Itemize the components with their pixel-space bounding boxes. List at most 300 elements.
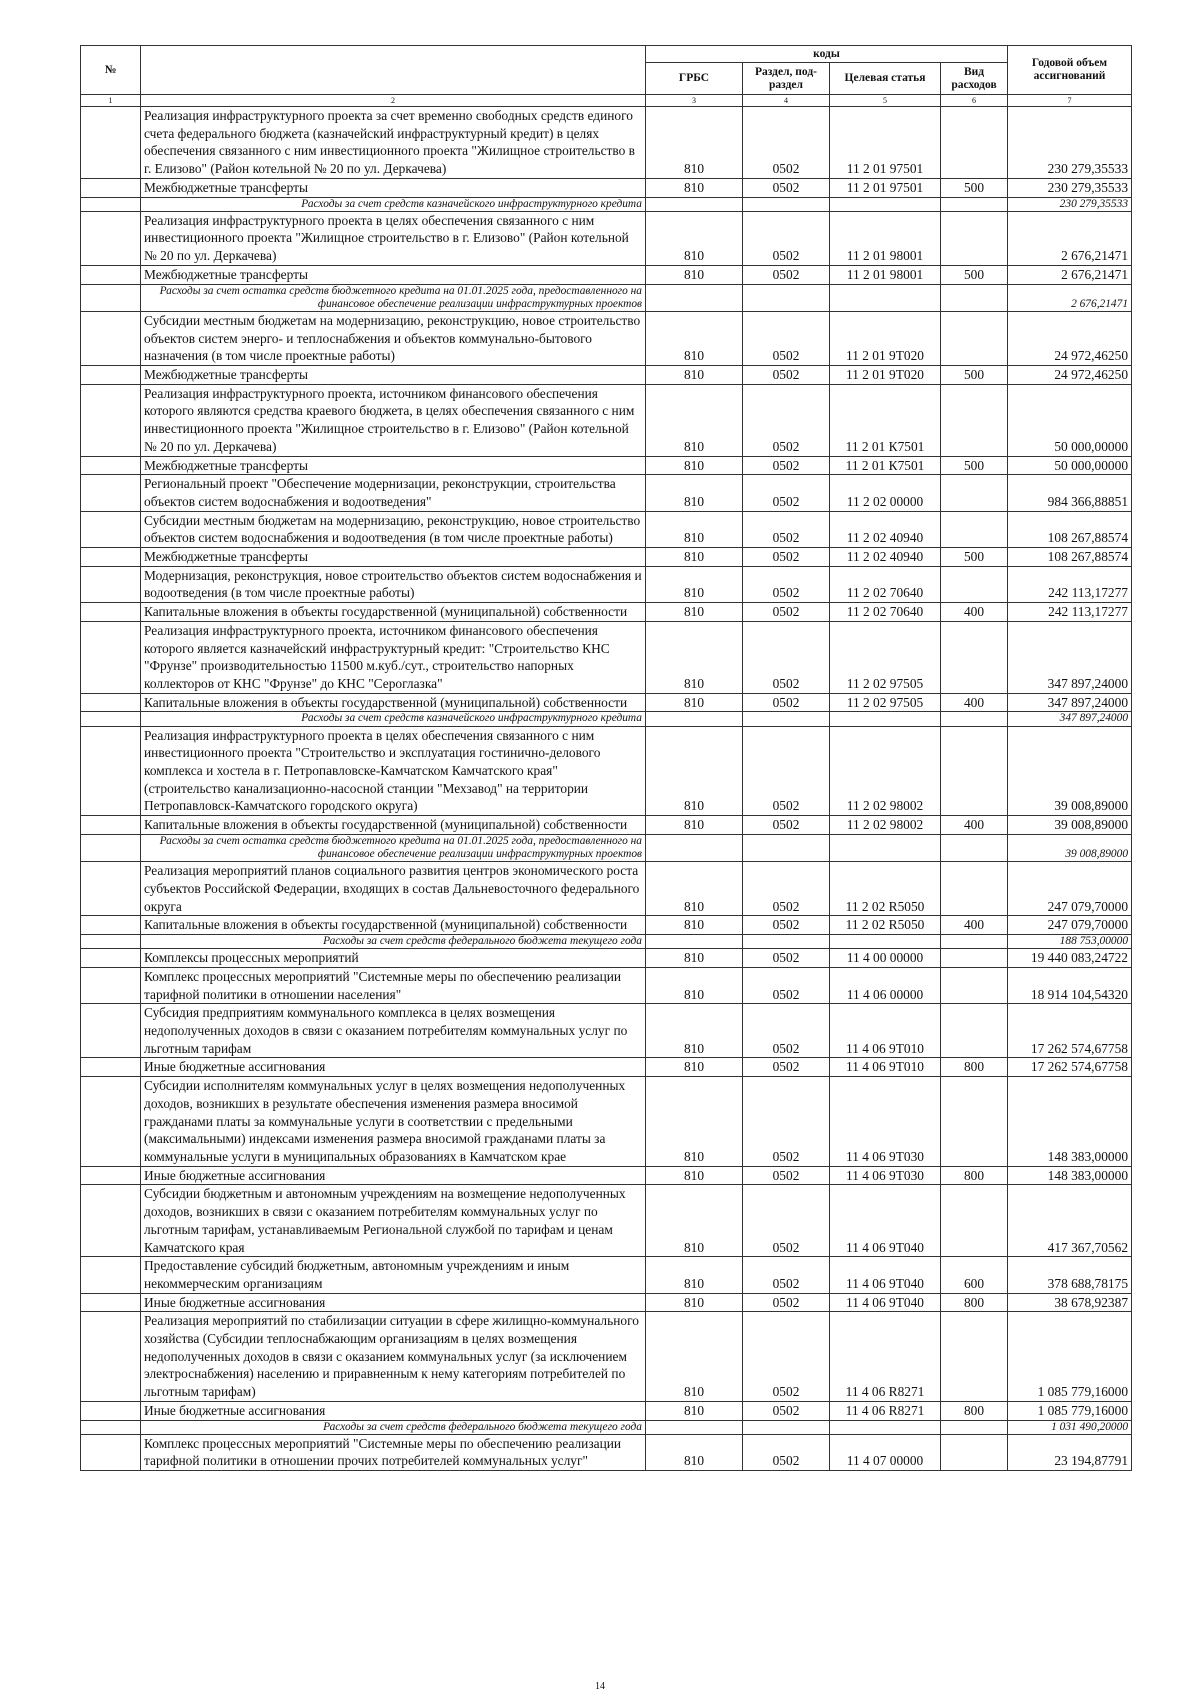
row-razdel: 0502 [743,456,830,475]
row-number [81,949,141,968]
row-amount: 2 676,21471 [1008,211,1132,265]
row-grbs: 810 [646,1401,743,1420]
row-amount: 1 085 779,16000 [1008,1312,1132,1402]
row-expense-type [941,107,1008,179]
row-razdel: 0502 [743,511,830,547]
row-number [81,1420,141,1434]
row-razdel [743,197,830,211]
row-amount: 38 678,92387 [1008,1293,1132,1312]
row-grbs: 810 [646,511,743,547]
row-target-article: 11 2 02 97505 [830,693,941,712]
row-number [81,935,141,949]
column-index-row [81,95,1132,107]
row-target-article [830,284,941,311]
row-target-article: 11 2 02 70640 [830,603,941,622]
row-amount: 23 194,87791 [1008,1434,1132,1470]
table-row [81,967,1132,1003]
row-amount: 108 267,88574 [1008,511,1132,547]
row-target-article [830,712,941,726]
row-target-article: 11 4 06 9Т030 [830,1166,941,1185]
row-amount: 417 367,70562 [1008,1185,1132,1257]
row-target-article: 11 4 06 9Т010 [830,1004,941,1058]
row-amount: 18 914 104,54320 [1008,967,1132,1003]
row-expense-type [941,726,1008,816]
row-name: Реализация инфраструктурного проекта, источником финансового обеспечения которого является казначейский инфраструктурный кредит: "Строительство КНС "Фрунзе" производительностью 11500 м.куб./сут., строительство напорных коллекторов от КНС "Фрунзе" до КНС "Сероглазка" [141,621,646,693]
table-row [81,1312,1132,1402]
row-name: Расходы за счет остатка средств бюджетного кредита на 01.01.2025 года, предоставленного на финансовое обеспечение реализации инфраструктурных проектов [141,834,646,861]
row-number [81,1434,141,1470]
row-target-article: 11 2 02 40940 [830,511,941,547]
funding-note-row [81,284,1132,311]
funding-note-row [81,935,1132,949]
row-number [81,311,141,365]
row-razdel: 0502 [743,1312,830,1402]
funding-note-row [81,712,1132,726]
row-target-article: 11 4 00 00000 [830,949,941,968]
table-row [81,456,1132,475]
column-index: 1 [81,95,141,107]
row-expense-type [941,384,1008,456]
row-amount: 2 676,21471 [1008,284,1132,311]
row-number [81,366,141,385]
row-amount: 347 897,24000 [1008,712,1132,726]
row-expense-type [941,566,1008,602]
row-name: Иные бюджетные ассигнования [141,1058,646,1077]
row-expense-type: 500 [941,548,1008,567]
row-grbs: 810 [646,548,743,567]
row-name: Расходы за счет средств казначейского инфраструктурного кредита [141,712,646,726]
row-expense-type [941,197,1008,211]
row-name: Межбюджетные трансферты [141,456,646,475]
row-amount: 230 279,35533 [1008,197,1132,211]
row-razdel: 0502 [743,548,830,567]
funding-note-row [81,197,1132,211]
row-razdel: 0502 [743,726,830,816]
row-grbs: 810 [646,693,743,712]
row-razdel: 0502 [743,967,830,1003]
row-number [81,834,141,861]
row-number [81,566,141,602]
row-target-article: 11 4 06 R8271 [830,1312,941,1402]
row-name: Иные бюджетные ассигнования [141,1166,646,1185]
row-razdel [743,284,830,311]
row-number [81,475,141,511]
row-amount: 1 085 779,16000 [1008,1401,1132,1420]
header-target-article: Целевая статья [830,63,941,95]
row-target-article: 11 2 02 00000 [830,475,941,511]
row-razdel: 0502 [743,1185,830,1257]
table-row [81,693,1132,712]
row-target-article: 11 2 01 98001 [830,265,941,284]
row-razdel: 0502 [743,566,830,602]
row-razdel: 0502 [743,211,830,265]
row-amount: 39 008,89000 [1008,816,1132,835]
row-number [81,178,141,197]
row-name: Расходы за счет средств федерального бюджета текущего года [141,1420,646,1434]
row-name: Капитальные вложения в объекты государственной (муниципальной) собственности [141,603,646,622]
header-razdel: Раздел, под-раздел [743,63,830,95]
row-expense-type: 800 [941,1293,1008,1312]
row-grbs: 810 [646,1166,743,1185]
row-name: Реализация инфраструктурного проекта в целях обеспечения связанного с ним инвестиционного проекта "Жилищное строительство в г. Елизово" (Район котельной № 20 по ул. Деркачева) [141,211,646,265]
row-grbs [646,1420,743,1434]
row-name: Межбюджетные трансферты [141,265,646,284]
row-grbs: 810 [646,366,743,385]
row-target-article: 11 2 01 К7501 [830,384,941,456]
row-expense-type [941,712,1008,726]
row-target-article: 11 4 06 9Т040 [830,1257,941,1293]
row-amount: 378 688,78175 [1008,1257,1132,1293]
row-grbs: 810 [646,967,743,1003]
row-grbs [646,712,743,726]
row-razdel: 0502 [743,1058,830,1077]
funding-note-row [81,834,1132,861]
row-grbs: 810 [646,1058,743,1077]
row-name: Реализация инфраструктурного проекта за счет временно свободных средств единого счета федерального бюджета (казначейский инфраструктурный кредит) в целях обеспечения связанного с ним инвестиционного проекта "Жилищное строительство в г. Елизово" (Район котельной № 20 по ул. Деркачева) [141,107,646,179]
header-expense-type: Вид расходов [941,63,1008,95]
row-target-article: 11 2 02 98002 [830,726,941,816]
row-name: Комплекс процессных мероприятий "Системные меры по обеспечению реализации тарифной политики в отношении населения" [141,967,646,1003]
row-razdel: 0502 [743,693,830,712]
row-number [81,107,141,179]
row-target-article: 11 2 01 9Т020 [830,311,941,365]
row-amount: 230 279,35533 [1008,178,1132,197]
row-target-article: 11 4 06 00000 [830,967,941,1003]
table-row [81,621,1132,693]
row-amount: 24 972,46250 [1008,311,1132,365]
row-name: Субсидии местным бюджетам на модернизацию, реконструкцию, новое строительство объектов систем водоснабжения и водоотведения (в том числе проектные работы) [141,511,646,547]
row-amount: 247 079,70000 [1008,916,1132,935]
row-expense-type [941,1077,1008,1167]
table-row [81,107,1132,179]
row-target-article: 11 4 06 9Т040 [830,1185,941,1257]
row-number [81,693,141,712]
row-number [81,1401,141,1420]
row-grbs [646,834,743,861]
row-target-article: 11 4 06 R8271 [830,1401,941,1420]
row-name: Иные бюджетные ассигнования [141,1401,646,1420]
row-target-article [830,197,941,211]
row-grbs: 810 [646,178,743,197]
row-expense-type [941,1185,1008,1257]
table-row [81,311,1132,365]
row-target-article: 11 4 07 00000 [830,1434,941,1470]
row-razdel [743,1420,830,1434]
row-grbs: 810 [646,726,743,816]
row-amount: 2 676,21471 [1008,265,1132,284]
row-name: Расходы за счет средств казначейского инфраструктурного кредита [141,197,646,211]
row-number [81,712,141,726]
row-grbs [646,935,743,949]
row-razdel: 0502 [743,603,830,622]
row-expense-type [941,621,1008,693]
row-name: Межбюджетные трансферты [141,366,646,385]
row-number [81,384,141,456]
row-amount: 19 440 083,24722 [1008,949,1132,968]
header-amount: Годовой объем ассигнований [1008,46,1132,95]
row-target-article: 11 2 01 97501 [830,107,941,179]
row-grbs: 810 [646,265,743,284]
row-grbs: 810 [646,949,743,968]
row-razdel: 0502 [743,949,830,968]
row-target-article: 11 4 06 9Т030 [830,1077,941,1167]
row-number [81,1293,141,1312]
table-row [81,1293,1132,1312]
row-name: Модернизация, реконструкция, новое строительство объектов систем водоснабжения и водоотведения (в том числе проектные работы) [141,566,646,602]
table-row [81,548,1132,567]
row-expense-type [941,862,1008,916]
row-amount: 242 113,17277 [1008,566,1132,602]
row-grbs: 810 [646,1293,743,1312]
row-number [81,1312,141,1402]
row-amount: 1 031 490,20000 [1008,1420,1132,1434]
row-target-article [830,834,941,861]
row-name: Субсидия предприятиям коммунального комплекса в целях возмещения недополученных доходов в связи с оказанием потребителям коммунальных услуг по льготным тарифам [141,1004,646,1058]
budget-table [80,45,1132,1471]
row-target-article: 11 2 01 98001 [830,211,941,265]
header-grbs: ГРБС [646,63,743,95]
row-grbs: 810 [646,566,743,602]
row-amount: 39 008,89000 [1008,834,1132,861]
row-number [81,548,141,567]
row-razdel [743,834,830,861]
row-expense-type: 500 [941,265,1008,284]
row-target-article: 11 2 01 9Т020 [830,366,941,385]
table-row [81,1434,1132,1470]
row-name: Расходы за счет средств федерального бюджета текущего года [141,935,646,949]
row-grbs: 810 [646,1077,743,1167]
row-number [81,967,141,1003]
row-amount: 148 383,00000 [1008,1166,1132,1185]
row-grbs [646,284,743,311]
column-index: 4 [743,95,830,107]
row-expense-type [941,1004,1008,1058]
row-grbs: 810 [646,475,743,511]
row-name: Реализация инфраструктурного проекта, источником финансового обеспечения которого являются средства краевого бюджета, в целях обеспечения связанного с ним инвестиционного проекта "Жилищное строительство в г. Елизово" (Район котельной № 20 по ул. Деркачева) [141,384,646,456]
row-amount: 24 972,46250 [1008,366,1132,385]
page-number: 14 [595,1681,605,1692]
row-number [81,862,141,916]
row-amount: 50 000,00000 [1008,384,1132,456]
table-row [81,1166,1132,1185]
table-row [81,384,1132,456]
column-index: 5 [830,95,941,107]
table-row [81,603,1132,622]
table-row [81,511,1132,547]
row-target-article [830,1420,941,1434]
row-number [81,1166,141,1185]
row-grbs: 810 [646,211,743,265]
row-amount: 17 262 574,67758 [1008,1004,1132,1058]
row-razdel: 0502 [743,1257,830,1293]
row-expense-type [941,284,1008,311]
row-razdel: 0502 [743,384,830,456]
row-grbs: 810 [646,311,743,365]
row-amount: 188 753,00000 [1008,935,1132,949]
row-name: Комплексы процессных мероприятий [141,949,646,968]
row-grbs: 810 [646,107,743,179]
row-number [81,211,141,265]
row-amount: 108 267,88574 [1008,548,1132,567]
row-razdel: 0502 [743,311,830,365]
row-expense-type: 800 [941,1401,1008,1420]
row-razdel: 0502 [743,1293,830,1312]
row-expense-type: 400 [941,603,1008,622]
row-grbs: 810 [646,603,743,622]
row-expense-type: 500 [941,366,1008,385]
row-target-article: 11 2 02 R5050 [830,916,941,935]
table-row [81,566,1132,602]
row-expense-type [941,834,1008,861]
row-name: Капитальные вложения в объекты государственной (муниципальной) собственности [141,916,646,935]
row-number [81,726,141,816]
row-name: Капитальные вложения в объекты государственной (муниципальной) собственности [141,693,646,712]
row-number [81,511,141,547]
row-razdel: 0502 [743,916,830,935]
column-index: 3 [646,95,743,107]
row-amount: 984 366,88851 [1008,475,1132,511]
row-name: Капитальные вложения в объекты государственной (муниципальной) собственности [141,816,646,835]
row-expense-type [941,1312,1008,1402]
row-number [81,265,141,284]
row-razdel: 0502 [743,265,830,284]
row-razdel [743,935,830,949]
column-index: 6 [941,95,1008,107]
row-grbs: 810 [646,1185,743,1257]
row-name: Иные бюджетные ассигнования [141,1293,646,1312]
row-grbs: 810 [646,1257,743,1293]
row-number [81,197,141,211]
row-expense-type: 800 [941,1166,1008,1185]
row-expense-type [941,211,1008,265]
table-row [81,1257,1132,1293]
table-row [81,178,1132,197]
row-name: Региональный проект "Обеспечение модернизации, реконструкции, строительства объектов систем водоснабжения и водоотведения" [141,475,646,511]
row-grbs: 810 [646,1004,743,1058]
row-grbs: 810 [646,384,743,456]
row-amount: 230 279,35533 [1008,107,1132,179]
row-razdel: 0502 [743,366,830,385]
row-name: Субсидии местным бюджетам на модернизацию, реконструкцию, новое строительство объектов систем энерго- и теплоснабжения и объектов коммунально-бытового назначения (в том числе проектные работы) [141,311,646,365]
row-razdel: 0502 [743,816,830,835]
row-target-article: 11 2 02 97505 [830,621,941,693]
row-expense-type: 400 [941,693,1008,712]
row-name: Субсидии бюджетным и автономным учреждениям на возмещение недополученных доходов, возникших в связи с оказанием потребителям коммунальных услуг по льготным тарифам, устанавливаемым Региональной службой по тарифам и ценам Камчатского края [141,1185,646,1257]
row-number [81,1185,141,1257]
row-number [81,1004,141,1058]
table-row [81,211,1132,265]
row-name: Расходы за счет остатка средств бюджетного кредита на 01.01.2025 года, предоставленного на финансовое обеспечение реализации инфраструктурных проектов [141,284,646,311]
table-row [81,916,1132,935]
row-razdel: 0502 [743,621,830,693]
row-grbs: 810 [646,916,743,935]
row-grbs: 810 [646,1434,743,1470]
row-amount: 148 383,00000 [1008,1077,1132,1167]
column-index: 2 [141,95,646,107]
row-expense-type: 400 [941,816,1008,835]
row-expense-type [941,511,1008,547]
row-expense-type: 500 [941,456,1008,475]
row-number [81,603,141,622]
row-expense-type [941,475,1008,511]
row-razdel: 0502 [743,862,830,916]
row-target-article: 11 4 06 9Т010 [830,1058,941,1077]
row-grbs: 810 [646,1312,743,1402]
row-grbs: 810 [646,456,743,475]
row-name: Межбюджетные трансферты [141,548,646,567]
row-expense-type [941,949,1008,968]
row-razdel: 0502 [743,1401,830,1420]
row-amount: 17 262 574,67758 [1008,1058,1132,1077]
row-target-article: 11 2 02 98002 [830,816,941,835]
row-name: Субсидии исполнителям коммунальных услуг в целях возмещения недополученных доходов, возникших в результате обеспечения изменения размера вносимой гражданами платы за коммунальные услуги в соответствии с предельными (максимальными) индексами изменения размера вносимой гражданами платы за коммунальные услуги в муниципальных образованиях в Камчатском крае [141,1077,646,1167]
header-name [141,46,646,95]
row-razdel: 0502 [743,1166,830,1185]
row-target-article: 11 2 01 К7501 [830,456,941,475]
row-name: Реализация инфраструктурного проекта в целях обеспечения связанного с ним инвестиционного проекта "Строительство и эксплуатация гостинично-делового комплекса и хостела в г. Петропавловске-Камчатском Камчатского края" (строительство канализационно-насосной станции "Мехзавод" на территории Петропавловск-Камчатского городского округа) [141,726,646,816]
row-number [81,456,141,475]
header-codes: коды [646,46,1008,63]
row-razdel: 0502 [743,107,830,179]
row-target-article [830,935,941,949]
table-row [81,1401,1132,1420]
row-grbs: 810 [646,862,743,916]
row-expense-type: 500 [941,178,1008,197]
table-body [81,107,1132,1471]
row-amount: 39 008,89000 [1008,726,1132,816]
row-expense-type [941,967,1008,1003]
table-row [81,1185,1132,1257]
row-number [81,621,141,693]
header-number: № [81,46,141,95]
table-row [81,366,1132,385]
row-expense-type [941,935,1008,949]
row-expense-type [941,1420,1008,1434]
row-razdel: 0502 [743,1004,830,1058]
row-amount: 347 897,24000 [1008,693,1132,712]
row-name: Предоставление субсидий бюджетным, автономным учреждениям и иным некоммерческим организациям [141,1257,646,1293]
row-grbs [646,197,743,211]
row-number [81,816,141,835]
table-row [81,265,1132,284]
row-grbs: 810 [646,621,743,693]
row-expense-type: 600 [941,1257,1008,1293]
row-razdel [743,712,830,726]
row-razdel: 0502 [743,475,830,511]
table-row [81,726,1132,816]
row-grbs: 810 [646,816,743,835]
row-expense-type: 400 [941,916,1008,935]
table-row [81,475,1132,511]
table-row [81,949,1132,968]
row-razdel: 0502 [743,1077,830,1167]
row-expense-type [941,1434,1008,1470]
row-target-article: 11 2 02 R5050 [830,862,941,916]
row-target-article: 11 2 01 97501 [830,178,941,197]
table-row [81,1077,1132,1167]
row-target-article: 11 4 06 9Т040 [830,1293,941,1312]
row-number [81,1058,141,1077]
row-amount: 347 897,24000 [1008,621,1132,693]
table-row [81,1058,1132,1077]
row-amount: 50 000,00000 [1008,456,1132,475]
row-expense-type: 800 [941,1058,1008,1077]
row-expense-type [941,311,1008,365]
row-name: Реализация мероприятий по стабилизации ситуации в сфере жилищно-коммунального хозяйства (Субсидии теплоснабжающим организациям в целях возмещения недополученных доходов в связи с оказанием коммунальных услуг (за исключением электроснабжения) населению и приравненным к нему категориям потребителей по льготным тарифам) [141,1312,646,1402]
row-number [81,284,141,311]
row-amount: 242 113,17277 [1008,603,1132,622]
row-name: Реализация мероприятий планов социального развития центров экономического роста субъектов Российской Федерации, входящих в состав Дальневосточного федерального округа [141,862,646,916]
